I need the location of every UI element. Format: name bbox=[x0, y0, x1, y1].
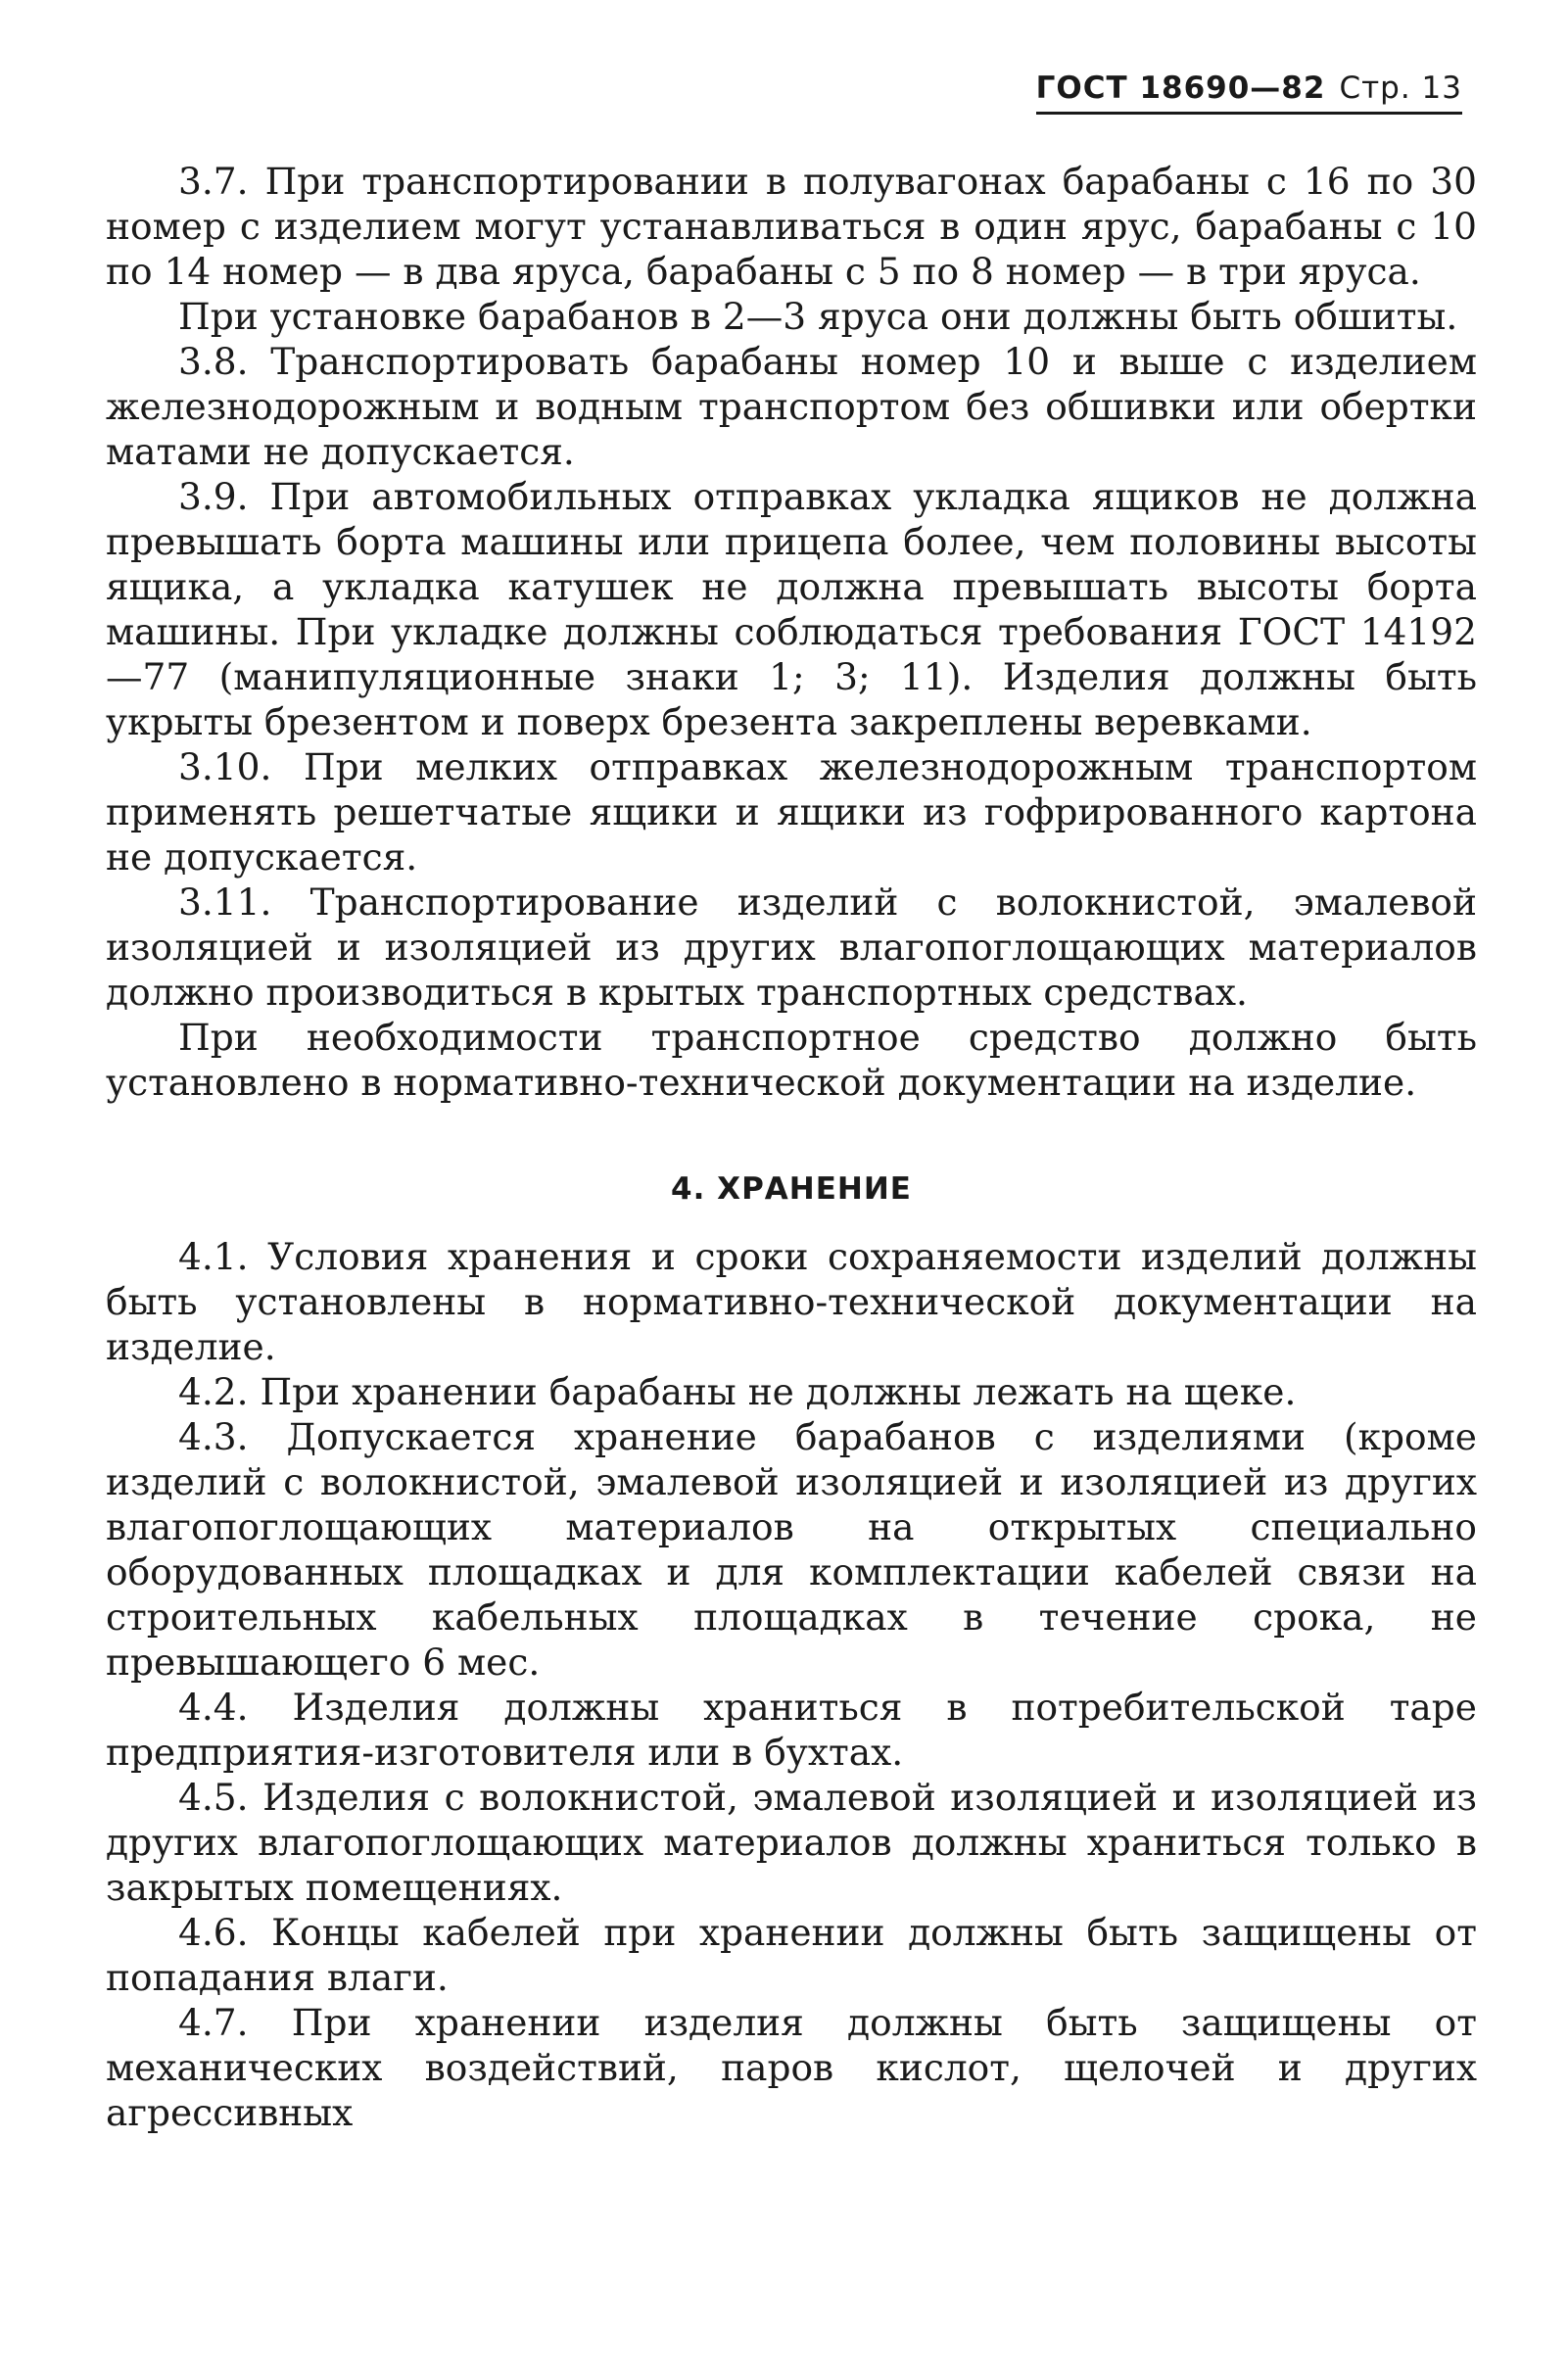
paragraph-3-9: 3.9. При автомобильных отправках укладка ящиков не должна превышать борта машины или прицепа более, чем половины высоты ящика, а укладка катушек не должна превышать высоты борта машины. При укладке должны соблюдаться требования ГОСТ 14192—77 (манипуляционные знаки 1; 3; 11). Изделия должны быть укрыты брезентом и поверх брезента закреплены веревками. bbox=[106, 475, 1477, 743]
paragraph-4-1: 4.1. Условия хранения и сроки сохраняемости изделий должны быть установлены в нормативно-технической документации на изделие. bbox=[106, 1235, 1477, 1368]
page-header bbox=[1036, 71, 1462, 115]
paragraph-4-7: 4.7. При хранении изделия должны быть защищены от механических воздействий, паров кислот, щелочей и других агрессивных bbox=[106, 2001, 1477, 2134]
paragraph-3-8: 3.8. Транспортировать барабаны номер 10 и выше с изделием железнодорожным и водным транспортом без обшивки или обертки матами не допускается. bbox=[106, 340, 1477, 473]
standard-number: ГОСТ 18690—82 bbox=[1035, 71, 1326, 106]
section-title-storage: 4. ХРАНЕНИЕ bbox=[671, 1171, 912, 1207]
paragraph-4-6: 4.6. Концы кабелей при хранении должны быть защищены от попадания влаги. bbox=[106, 1911, 1477, 1999]
document-body bbox=[106, 159, 1477, 2135]
paragraph-3-7: 3.7. При транспортировании в полувагонах барабаны с 16 по 30 номер с изделием могут устанавливаться в один ярус, барабаны с 10 по 14 номер — в два яруса, барабаны с 5 по 8 номер — в три яруса. bbox=[106, 160, 1477, 293]
paragraph-4-3: 4.3. Допускается хранение барабанов с изделиями (кроме изделий с волокнистой, эмалевой изоляцией и изоляцией из других влагопоглощающих материалов на открытых специально оборудованных площадках и для комплектации кабелей связи на строительных кабельных площадках в течение срока, не превышающего 6 мес. bbox=[106, 1415, 1477, 1684]
paragraph-4-4: 4.4. Изделия должны храниться в потребительской таре предприятия-изготовителя или в бухтах. bbox=[106, 1686, 1477, 1774]
paragraph-3-7-note: При установке барабанов в 2—3 яруса они должны быть обшиты. bbox=[178, 295, 1458, 338]
page-number: Стр. 13 bbox=[1339, 71, 1462, 106]
paragraph-3-11: 3.11. Транспортирование изделий с волокнистой, эмалевой изоляцией и изоляцией из других влагопоглощающих материалов должно производиться в крытых транспортных средствах. bbox=[106, 880, 1477, 1014]
paragraph-4-5: 4.5. Изделия с волокнистой, эмалевой изоляцией и изоляцией из других влагопоглощающих материалов должны храниться только в закрытых помещениях. bbox=[106, 1776, 1477, 1909]
paragraph-3-11-note: При необходимости транспортное средство должно быть установлено в нормативно-технической документации на изделие. bbox=[106, 1016, 1477, 1104]
paragraph-4-2: 4.2. При хранении барабаны не должны лежать на щеке. bbox=[178, 1370, 1297, 1413]
paragraph-3-10: 3.10. При мелких отправках железнодорожным транспортом применять решетчатые ящики и ящики из гофрированного картона не допускается. bbox=[106, 745, 1477, 879]
